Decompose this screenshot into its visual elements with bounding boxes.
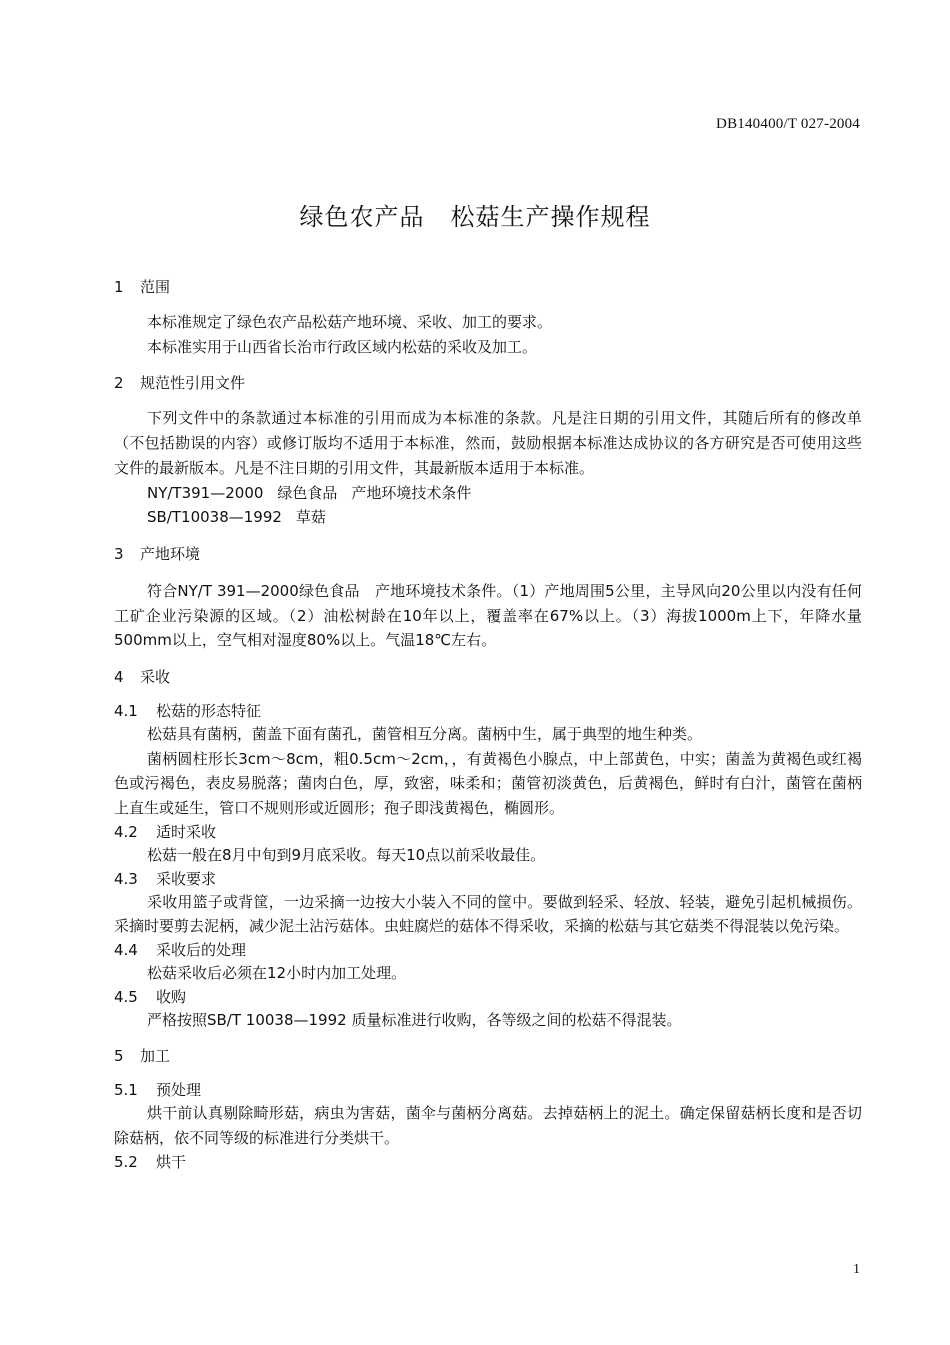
subsection-number: 4.2 [114, 822, 138, 841]
subsection-title: 预处理 [156, 1081, 202, 1100]
paragraph: 符合NY/T 391—2000绿色食品 产地环境技术条件。（1）产地周围5公里，主导风向20公里以内没有任何工矿企业污染源的区域。（2）油松树龄在10年以上，覆盖率在67%以上。（3）海拔1000m上下，年降水量500mm以上，空气相对湿度80%以上。气温18℃左右。 [114, 581, 862, 650]
section-heading-5 [114, 1045, 862, 1067]
paragraph: 烘干前认真剔除畸形菇，病虫为害菇，菌伞与菌柄分离菇。去掉菇柄上的泥土。确定保留菇柄长度和是否切除菇柄，依不同等级的标准进行分类烘干。 [114, 1104, 862, 1148]
section-number: 1 [114, 278, 124, 296]
reference-title: 产地环境技术条件 [351, 483, 472, 502]
reference-item [114, 481, 862, 506]
section-heading-4 [114, 666, 862, 688]
paragraph: 松菇具有菌柄，菌盖下面有菌孔，菌管相互分离。菌柄中生，属于典型的地生种类。 [147, 725, 703, 744]
subsection-heading-4-5 [114, 986, 862, 1008]
reference-code: SB/T10038—1992 [147, 508, 282, 527]
paragraph: 采收用篮子或背筐，一边采摘一边按大小装入不同的筐中。要做到轻采、轻放、轻装，避免引起机械损伤。采摘时要剪去泥柄，减少泥土沾污菇体。虫蛀腐烂的菇体不得采收，采摘的松菇与其它菇类不得混装以免污染。 [114, 892, 862, 936]
section-heading-1 [114, 276, 862, 298]
section-number: 2 [114, 374, 124, 393]
reference-code: NY/T391—2000 [147, 483, 264, 502]
subsection-number: 4.5 [114, 987, 138, 1006]
subsection-heading-5-1 [114, 1079, 862, 1101]
document-title [0, 197, 950, 232]
paragraph: 严格按照SB/T 10038—1992 质量标准进行收购，各等级之间的松菇不得混装。 [147, 1010, 682, 1029]
subsection-number: 5.1 [114, 1081, 138, 1100]
document-body [114, 276, 862, 1173]
document-code: DB140400/T 027-2004 [716, 116, 860, 132]
subsection-title: 采收后的处理 [156, 940, 247, 959]
paragraph: 下列文件中的条款通过本标准的引用而成为本标准的条款。凡是注日期的引用文件，其随后所有的修改单（不包括勘误的内容）或修订版均不适用于本标准，然而，鼓励根据本标准达成协议的各方研究是否可使用这些文件的最新版本。凡是不注日期的引用文件，其最新版本适用于本标准。 [114, 409, 862, 477]
subsection-heading-4-2 [114, 821, 862, 843]
subsection-title: 适时采收 [156, 822, 217, 841]
section-number: 3 [114, 544, 124, 563]
section-title: 加工 [140, 1047, 171, 1066]
subsection-title: 松菇的形态特征 [156, 702, 262, 721]
paragraph: 松菇一般在8月中旬到9月底采收。每天10点以前采收最佳。 [147, 845, 546, 864]
subsection-title: 收购 [156, 987, 187, 1006]
title-part-1: 绿色农产品 [299, 203, 425, 231]
subsection-number: 4.4 [114, 940, 138, 959]
subsection-title: 采收要求 [156, 869, 217, 888]
section-title: 采收 [140, 668, 171, 687]
section-heading-2 [114, 372, 862, 394]
subsection-heading-4-3 [114, 868, 862, 890]
subsection-number: 4.1 [114, 702, 138, 721]
subsection-number: 5.2 [114, 1152, 138, 1171]
subsection-number: 4.3 [114, 869, 138, 888]
section-title: 规范性引用文件 [140, 374, 246, 393]
page-number: 1 [853, 1262, 860, 1277]
section-heading-3 [114, 543, 862, 565]
paragraph: 本标准实用于山西省长治市行政区域内松菇的采收及加工。 [147, 337, 538, 356]
paragraph: 菌柄圆柱形长3cm～8cm，粗0.5cm～2cm，，有黄褐色小腺点，中上部黄色，中实；菌盖为黄褐色或红褐色或污褐色，表皮易脱落；菌肉白色，厚，致密，味柔和；菌管初淡黄色，后黄褐色，鲜时有白汁，菌管在菌柄上直生或延生，管口不规则形或近圆形；孢子即浅黄褐色，椭圆形。 [114, 749, 862, 818]
subsection-heading-4-1 [114, 700, 862, 722]
section-title: 产地环境 [140, 544, 201, 563]
subsection-title: 烘干 [156, 1152, 187, 1171]
reference-title: 草菇 [295, 508, 326, 527]
section-title: 范围 [140, 278, 171, 296]
reference-item [114, 505, 862, 530]
section-number: 5 [114, 1047, 124, 1066]
paragraph: 松菇采收后必须在12小时内加工处理。 [147, 963, 407, 982]
reference-title: 绿色食品 [277, 483, 338, 502]
subsection-heading-4-4 [114, 939, 862, 961]
subsection-heading-5-2 [114, 1151, 862, 1173]
title-part-2: 松菇生产操作规程 [450, 203, 651, 231]
section-number: 4 [114, 668, 124, 687]
paragraph: 本标准规定了绿色农产品松菇产地环境、采收、加工的要求。 [147, 313, 553, 331]
